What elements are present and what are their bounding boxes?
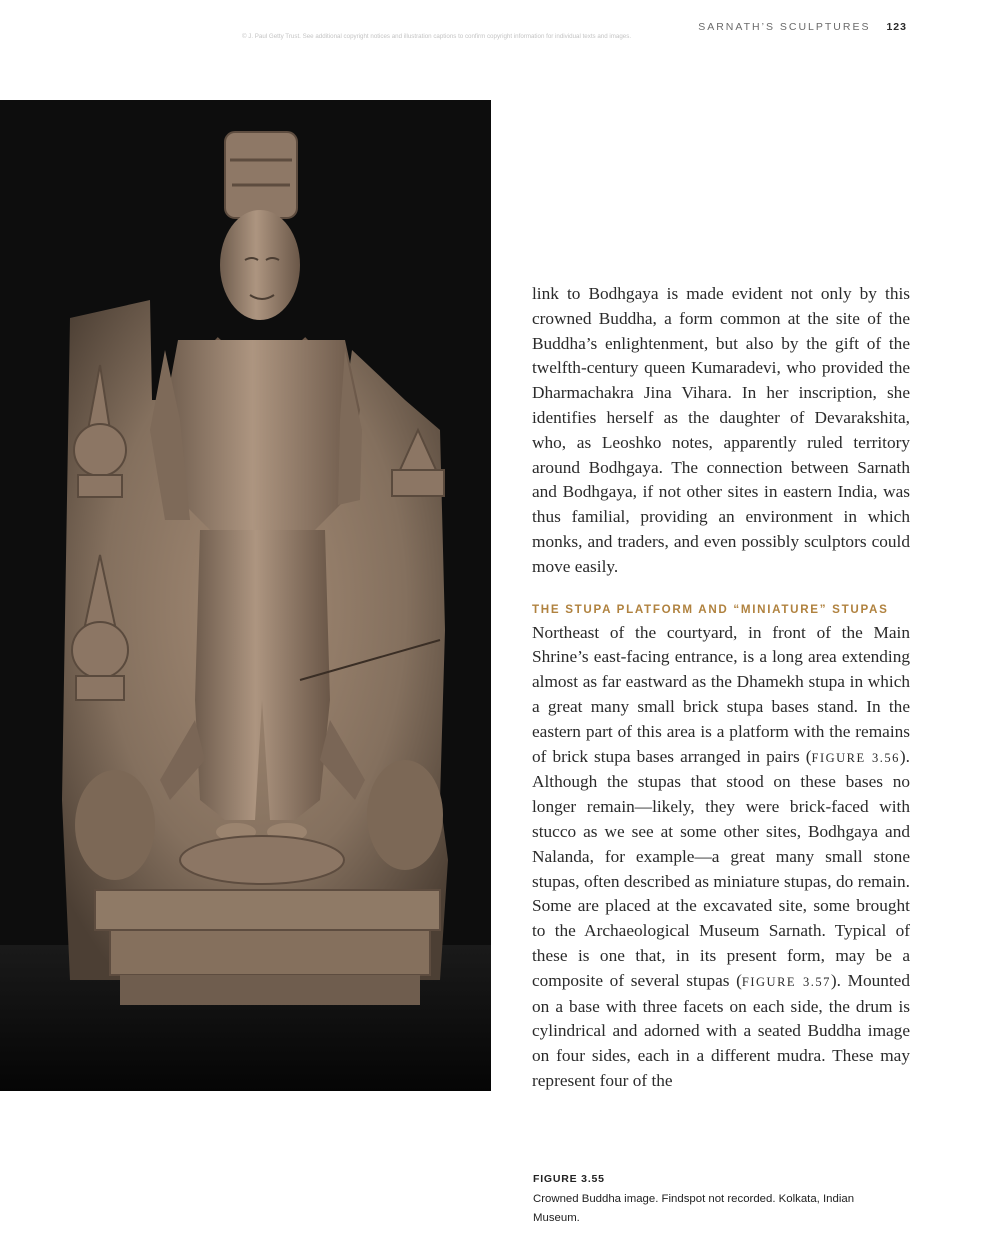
page-number: 123: [886, 21, 907, 33]
section-heading: THE STUPA PLATFORM AND “MINIATURE” STUPAS: [532, 602, 889, 616]
paragraph-2-text-3: ). Mounted on a base with three facets on each side, the drum is cylindrical and adorned with a seated Buddha image on four sides, each in a different mudra. These may represent four of the: [532, 970, 910, 1090]
paragraph-2-text-1: Northeast of the courtyard, in front of the Main Shrine’s east-facing entrance, is a long area extending almost as far eastward as the Dhamekh stupa in which a great many small brick stupa bases stand. In the eastern part of this area is a platform with the remains of brick stupa bases arranged in pairs (: [532, 622, 910, 766]
caption-text: Crowned Buddha image. Findspot not recorded. Kolkata, Indian Museum.: [533, 1192, 855, 1224]
body-paragraph-1: link to Bodhgaya is made evident not only by this crowned Buddha, a form common at the site of the Buddha’s enlightenment, but also by the gift of the twelfth-century queen Kumaradevi, who provided the Dharmachakra Jina Vihara. In her inscription, she identifies herself as the daughter of Devarakshita, who, as Leoshko notes, apparently ruled territory around Bodhgaya. The connection between Sarnath and Bodhgaya, if not other sites in eastern India, was thus familial, providing an environment in which monks, and traders, and even possibly sculptors could move easily.: [532, 284, 910, 576]
running-head: [698, 21, 907, 33]
body-paragraph-2: [532, 621, 910, 1094]
figure-label: FIGURE 3.55: [533, 1173, 605, 1185]
running-title: SARNATH’S SCULPTURES: [698, 21, 871, 33]
figure-reference-3-56[interactable]: FIGURE 3.56: [811, 750, 900, 765]
figure-caption: [533, 1170, 903, 1229]
body-text: [532, 282, 910, 1094]
figure-reference-3-57[interactable]: FIGURE 3.57: [741, 974, 831, 989]
crowned-buddha-sculpture: [0, 100, 491, 1091]
figure-photo: [0, 100, 491, 1091]
copyright-notice: © J. Paul Getty Trust. See additional copyright notices and illustration captions to confirm copyright information for individual texts and images.: [242, 33, 632, 40]
paragraph-2-text-2: ). Although the stupas that stood on these bases no longer remain—likely, they were brick-faced with stucco as we see at some other sites, Bodhgaya and Nalanda, for example—a great many small stone stupas, often described as miniature stupas, do remain. Some are placed at the excavated site, some brought to the Archaeological Museum Sarnath. Typical of these is one that, in its present form, may be a composite of several stupas (: [532, 746, 910, 990]
